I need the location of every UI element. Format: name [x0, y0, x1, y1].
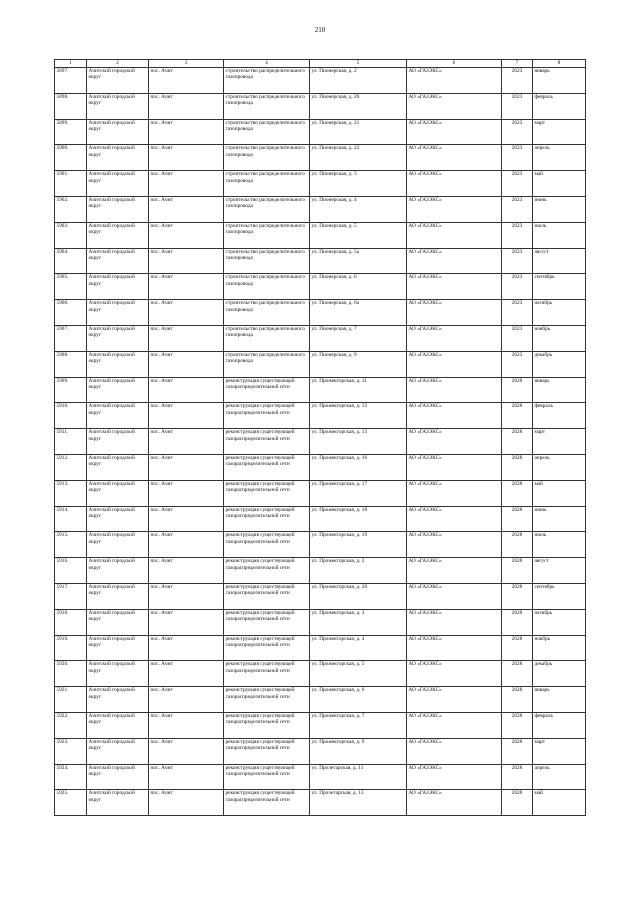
- year-cell: 2023: [502, 145, 533, 171]
- month-cell: июль: [533, 222, 586, 248]
- address-cell: ул. Прожекторская, д. 9: [310, 738, 407, 764]
- district-cell: Ачитский городской округ: [87, 480, 149, 506]
- table-row: [55, 532, 586, 558]
- organization-cell: АО «ГАЗЭКС»: [407, 687, 502, 713]
- year-cell: 2028: [502, 377, 533, 403]
- row-number-cell: 5919.: [55, 635, 87, 661]
- table-row: [55, 403, 586, 429]
- column-header: 2: [87, 60, 149, 68]
- address-cell: ул. Прожекторская, д. 13: [310, 429, 407, 455]
- address-cell: ул. Прожекторская, д. 2: [310, 558, 407, 584]
- address-cell: ул. Пионерская, д. 6: [310, 274, 407, 300]
- table-row: [55, 274, 586, 300]
- organization-cell: АО «ГАЗЭКС»: [407, 248, 502, 274]
- row-number-cell: 5903.: [55, 222, 87, 248]
- work-type-cell: строительство распределительного газопровода: [224, 68, 310, 94]
- row-number-cell: 5917.: [55, 583, 87, 609]
- address-cell: ул. Прожекторская, д. 6: [310, 687, 407, 713]
- district-cell: Ачитский городской округ: [87, 738, 149, 764]
- organization-cell: АО «ГАЗЭКС»: [407, 480, 502, 506]
- row-number-cell: 5905.: [55, 274, 87, 300]
- row-number-cell: 5897.: [55, 68, 87, 94]
- table-row: [55, 609, 586, 635]
- work-type-cell: строительство распределительного газопровода: [224, 119, 310, 145]
- row-number-cell: 5921.: [55, 687, 87, 713]
- settlement-cell: пос. Ачит: [149, 196, 224, 222]
- table-row: [55, 558, 586, 584]
- table-row: [55, 145, 586, 171]
- row-number-cell: 5902.: [55, 196, 87, 222]
- month-cell: октябрь: [533, 609, 586, 635]
- month-cell: февраль: [533, 93, 586, 119]
- settlement-cell: пос. Ачит: [149, 403, 224, 429]
- district-cell: Ачитский городской округ: [87, 274, 149, 300]
- month-cell: июль: [533, 532, 586, 558]
- page-number: 210: [314, 26, 326, 34]
- organization-cell: АО «ГАЗЭКС»: [407, 171, 502, 197]
- row-number-cell: 5907.: [55, 325, 87, 351]
- month-cell: январь: [533, 68, 586, 94]
- table-row: [55, 325, 586, 351]
- address-cell: ул. Пионерская, д. 5а: [310, 248, 407, 274]
- address-cell: ул. Прожекторская, д. 19: [310, 532, 407, 558]
- year-cell: 2023: [502, 196, 533, 222]
- table-row: [55, 248, 586, 274]
- month-cell: ноябрь: [533, 635, 586, 661]
- district-cell: Ачитский городской округ: [87, 119, 149, 145]
- work-type-cell: реконструкция существующей газораспределительной сети: [224, 558, 310, 584]
- column-header: 4: [224, 60, 310, 68]
- column-header: 7: [502, 60, 533, 68]
- month-cell: август: [533, 248, 586, 274]
- table-row: [55, 764, 586, 790]
- row-number-cell: 5922.: [55, 712, 87, 738]
- settlement-cell: пос. Ачит: [149, 609, 224, 635]
- work-type-cell: строительство распределительного газопровода: [224, 171, 310, 197]
- year-cell: 2023: [502, 68, 533, 94]
- year-cell: 2023: [502, 300, 533, 326]
- column-header: 5: [310, 60, 407, 68]
- year-cell: 2028: [502, 583, 533, 609]
- row-number-cell: 5899.: [55, 119, 87, 145]
- table-row: [55, 712, 586, 738]
- district-cell: Ачитский городской округ: [87, 145, 149, 171]
- organization-cell: АО «ГАЗЭКС»: [407, 506, 502, 532]
- year-cell: 2023: [502, 274, 533, 300]
- organization-cell: АО «ГАЗЭКС»: [407, 377, 502, 403]
- column-header: 1: [55, 60, 87, 68]
- work-type-cell: реконструкция существующей газораспределительной сети: [224, 790, 310, 816]
- work-type-cell: реконструкция существующей газораспределительной сети: [224, 764, 310, 790]
- settlement-cell: пос. Ачит: [149, 248, 224, 274]
- year-cell: 2028: [502, 661, 533, 687]
- month-cell: февраль: [533, 712, 586, 738]
- settlement-cell: пос. Ачит: [149, 687, 224, 713]
- work-type-cell: реконструкция существующей газораспределительной сети: [224, 532, 310, 558]
- district-cell: Ачитский городской округ: [87, 661, 149, 687]
- table-row: [55, 351, 586, 377]
- settlement-cell: пос. Ачит: [149, 558, 224, 584]
- organization-cell: АО «ГАЗЭКС»: [407, 609, 502, 635]
- settlement-cell: пос. Ачит: [149, 68, 224, 94]
- address-cell: ул. Пролетарская, д. 13: [310, 790, 407, 816]
- month-cell: январь: [533, 377, 586, 403]
- settlement-cell: пос. Ачит: [149, 790, 224, 816]
- table-row: [55, 222, 586, 248]
- table-row: [55, 635, 586, 661]
- settlement-cell: пос. Ачит: [149, 712, 224, 738]
- organization-cell: АО «ГАЗЭКС»: [407, 635, 502, 661]
- table-row: [55, 377, 586, 403]
- row-number-cell: 5916.: [55, 558, 87, 584]
- column-header: 8: [533, 60, 586, 68]
- table-row: [55, 506, 586, 532]
- work-type-cell: реконструкция существующей газораспределительной сети: [224, 609, 310, 635]
- settlement-cell: пос. Ачит: [149, 480, 224, 506]
- month-cell: декабрь: [533, 661, 586, 687]
- settlement-cell: пос. Ачит: [149, 532, 224, 558]
- settlement-cell: пос. Ачит: [149, 351, 224, 377]
- organization-cell: АО «ГАЗЭКС»: [407, 454, 502, 480]
- organization-cell: АО «ГАЗЭКС»: [407, 764, 502, 790]
- year-cell: 2023: [502, 119, 533, 145]
- address-cell: ул. Пионерская, д. 20: [310, 93, 407, 119]
- settlement-cell: пос. Ачит: [149, 506, 224, 532]
- gasification-schedule-table: [54, 59, 586, 816]
- district-cell: Ачитский городской округ: [87, 687, 149, 713]
- month-cell: январь: [533, 687, 586, 713]
- row-number-cell: 5914.: [55, 506, 87, 532]
- month-cell: апрель: [533, 454, 586, 480]
- year-cell: 2023: [502, 93, 533, 119]
- address-cell: ул. Пионерская, д. 7: [310, 325, 407, 351]
- work-type-cell: реконструкция существующей газораспределительной сети: [224, 429, 310, 455]
- table-row: [55, 738, 586, 764]
- organization-cell: АО «ГАЗЭКС»: [407, 429, 502, 455]
- organization-cell: АО «ГАЗЭКС»: [407, 325, 502, 351]
- row-number-cell: 5925.: [55, 790, 87, 816]
- district-cell: Ачитский городской округ: [87, 377, 149, 403]
- table-row: [55, 196, 586, 222]
- settlement-cell: пос. Ачит: [149, 171, 224, 197]
- row-number-cell: 5924.: [55, 764, 87, 790]
- year-cell: 2028: [502, 532, 533, 558]
- year-cell: 2023: [502, 325, 533, 351]
- address-cell: ул. Прожекторская, д. 5: [310, 661, 407, 687]
- row-number-cell: 5900.: [55, 145, 87, 171]
- organization-cell: АО «ГАЗЭКС»: [407, 145, 502, 171]
- column-number-header-row: [55, 60, 586, 68]
- settlement-cell: пос. Ачит: [149, 300, 224, 326]
- district-cell: Ачитский городской округ: [87, 532, 149, 558]
- district-cell: Ачитский городской округ: [87, 764, 149, 790]
- settlement-cell: пос. Ачит: [149, 274, 224, 300]
- year-cell: 2028: [502, 790, 533, 816]
- organization-cell: АО «ГАЗЭКС»: [407, 738, 502, 764]
- work-type-cell: реконструкция существующей газораспределительной сети: [224, 687, 310, 713]
- work-type-cell: реконструкция существующей газораспределительной сети: [224, 480, 310, 506]
- work-type-cell: строительство распределительного газопровода: [224, 274, 310, 300]
- organization-cell: АО «ГАЗЭКС»: [407, 68, 502, 94]
- month-cell: март: [533, 429, 586, 455]
- work-type-cell: строительство распределительного газопровода: [224, 222, 310, 248]
- settlement-cell: пос. Ачит: [149, 222, 224, 248]
- district-cell: Ачитский городской округ: [87, 429, 149, 455]
- address-cell: ул. Пионерская, д. 21: [310, 119, 407, 145]
- month-cell: сентябрь: [533, 583, 586, 609]
- organization-cell: АО «ГАЗЭКС»: [407, 300, 502, 326]
- row-number-cell: 5923.: [55, 738, 87, 764]
- district-cell: Ачитский городской округ: [87, 635, 149, 661]
- month-cell: сентябрь: [533, 274, 586, 300]
- district-cell: Ачитский городской округ: [87, 558, 149, 584]
- organization-cell: АО «ГАЗЭКС»: [407, 351, 502, 377]
- settlement-cell: пос. Ачит: [149, 738, 224, 764]
- month-cell: март: [533, 119, 586, 145]
- address-cell: ул. Пионерская, д. 4: [310, 196, 407, 222]
- table-row: [55, 454, 586, 480]
- district-cell: Ачитский городской округ: [87, 454, 149, 480]
- row-number-cell: 5906.: [55, 300, 87, 326]
- district-cell: Ачитский городской округ: [87, 609, 149, 635]
- year-cell: 2028: [502, 609, 533, 635]
- table-row: [55, 300, 586, 326]
- settlement-cell: пос. Ачит: [149, 119, 224, 145]
- work-type-cell: строительство распределительного газопровода: [224, 325, 310, 351]
- district-cell: Ачитский городской округ: [87, 712, 149, 738]
- work-type-cell: реконструкция существующей газораспределительной сети: [224, 583, 310, 609]
- address-cell: ул. Прожекторская, д. 17: [310, 480, 407, 506]
- row-number-cell: 5911.: [55, 429, 87, 455]
- work-type-cell: строительство распределительного газопровода: [224, 196, 310, 222]
- column-header: 3: [149, 60, 224, 68]
- table-body: [55, 68, 586, 816]
- year-cell: 2028: [502, 738, 533, 764]
- work-type-cell: строительство распределительного газопровода: [224, 93, 310, 119]
- organization-cell: АО «ГАЗЭКС»: [407, 403, 502, 429]
- month-cell: декабрь: [533, 351, 586, 377]
- district-cell: Ачитский городской округ: [87, 325, 149, 351]
- organization-cell: АО «ГАЗЭКС»: [407, 583, 502, 609]
- month-cell: март: [533, 738, 586, 764]
- month-cell: июнь: [533, 506, 586, 532]
- year-cell: 2023: [502, 171, 533, 197]
- work-type-cell: реконструкция существующей газораспределительной сети: [224, 635, 310, 661]
- address-cell: ул. Пионерская, д. 2: [310, 68, 407, 94]
- address-cell: ул. Пионерская, д. 22: [310, 145, 407, 171]
- row-number-cell: 5912.: [55, 454, 87, 480]
- row-number-cell: 5909.: [55, 377, 87, 403]
- table-row: [55, 480, 586, 506]
- month-cell: июнь: [533, 196, 586, 222]
- address-cell: ул. Прожекторская, д. 18: [310, 506, 407, 532]
- year-cell: 2028: [502, 764, 533, 790]
- district-cell: Ачитский городской округ: [87, 196, 149, 222]
- district-cell: Ачитский городской округ: [87, 300, 149, 326]
- month-cell: ноябрь: [533, 325, 586, 351]
- month-cell: апрель: [533, 145, 586, 171]
- row-number-cell: 5910.: [55, 403, 87, 429]
- work-type-cell: строительство распределительного газопровода: [224, 145, 310, 171]
- work-type-cell: реконструкция существующей газораспределительной сети: [224, 454, 310, 480]
- month-cell: май: [533, 171, 586, 197]
- work-type-cell: реконструкция существующей газораспределительной сети: [224, 712, 310, 738]
- table-row: [55, 68, 586, 94]
- district-cell: Ачитский городской округ: [87, 93, 149, 119]
- work-type-cell: строительство распределительного газопровода: [224, 351, 310, 377]
- year-cell: 2023: [502, 351, 533, 377]
- month-cell: май: [533, 480, 586, 506]
- district-cell: Ачитский городской округ: [87, 222, 149, 248]
- district-cell: Ачитский городской округ: [87, 351, 149, 377]
- year-cell: 2028: [502, 558, 533, 584]
- row-number-cell: 5915.: [55, 532, 87, 558]
- organization-cell: АО «ГАЗЭКС»: [407, 119, 502, 145]
- settlement-cell: пос. Ачит: [149, 145, 224, 171]
- address-cell: ул. Прожекторская, д. 4: [310, 635, 407, 661]
- table-row: [55, 790, 586, 816]
- address-cell: ул. Прожекторская, д. 3: [310, 609, 407, 635]
- row-number-cell: 5901.: [55, 171, 87, 197]
- address-cell: ул. Прожекторская, д. 16: [310, 454, 407, 480]
- address-cell: ул. Прожекторская, д. 7: [310, 712, 407, 738]
- year-cell: 2028: [502, 454, 533, 480]
- row-number-cell: 5918.: [55, 609, 87, 635]
- district-cell: Ачитский городской округ: [87, 583, 149, 609]
- settlement-cell: пос. Ачит: [149, 93, 224, 119]
- year-cell: 2028: [502, 687, 533, 713]
- row-number-cell: 5913.: [55, 480, 87, 506]
- table-row: [55, 429, 586, 455]
- month-cell: апрель: [533, 764, 586, 790]
- work-type-cell: реконструкция существующей газораспределительной сети: [224, 377, 310, 403]
- settlement-cell: пос. Ачит: [149, 454, 224, 480]
- organization-cell: АО «ГАЗЭКС»: [407, 274, 502, 300]
- month-cell: август: [533, 558, 586, 584]
- year-cell: 2028: [502, 429, 533, 455]
- address-cell: ул. Пионерская, д. 9: [310, 351, 407, 377]
- table-row: [55, 93, 586, 119]
- address-cell: ул. Пионерская, д. 6а: [310, 300, 407, 326]
- settlement-cell: пос. Ачит: [149, 377, 224, 403]
- work-type-cell: реконструкция существующей газораспределительной сети: [224, 403, 310, 429]
- settlement-cell: пос. Ачит: [149, 635, 224, 661]
- organization-cell: АО «ГАЗЭКС»: [407, 532, 502, 558]
- work-type-cell: реконструкция существующей газораспределительной сети: [224, 738, 310, 764]
- table-row: [55, 661, 586, 687]
- table-row: [55, 171, 586, 197]
- address-cell: ул. Прожекторская, д. 12: [310, 403, 407, 429]
- address-cell: ул. Пролетарская, д. 11: [310, 764, 407, 790]
- organization-cell: АО «ГАЗЭКС»: [407, 790, 502, 816]
- work-type-cell: реконструкция существующей газораспределительной сети: [224, 661, 310, 687]
- settlement-cell: пос. Ачит: [149, 325, 224, 351]
- year-cell: 2028: [502, 480, 533, 506]
- row-number-cell: 5908.: [55, 351, 87, 377]
- column-header: 6: [407, 60, 502, 68]
- row-number-cell: 5904.: [55, 248, 87, 274]
- year-cell: 2028: [502, 506, 533, 532]
- address-cell: ул. Пионерская, д. 3: [310, 171, 407, 197]
- organization-cell: АО «ГАЗЭКС»: [407, 222, 502, 248]
- year-cell: 2023: [502, 222, 533, 248]
- address-cell: ул. Пионерская, д. 5: [310, 222, 407, 248]
- district-cell: Ачитский городской округ: [87, 68, 149, 94]
- settlement-cell: пос. Ачит: [149, 661, 224, 687]
- row-number-cell: 5898.: [55, 93, 87, 119]
- settlement-cell: пос. Ачит: [149, 764, 224, 790]
- district-cell: Ачитский городской округ: [87, 171, 149, 197]
- district-cell: Ачитский городской округ: [87, 403, 149, 429]
- settlement-cell: пос. Ачит: [149, 583, 224, 609]
- row-number-cell: 5920.: [55, 661, 87, 687]
- organization-cell: АО «ГАЗЭКС»: [407, 661, 502, 687]
- work-type-cell: строительство распределительного газопровода: [224, 248, 310, 274]
- year-cell: 2028: [502, 403, 533, 429]
- month-cell: октябрь: [533, 300, 586, 326]
- organization-cell: АО «ГАЗЭКС»: [407, 712, 502, 738]
- work-type-cell: строительство распределительного газопровода: [224, 300, 310, 326]
- month-cell: февраль: [533, 403, 586, 429]
- year-cell: 2028: [502, 635, 533, 661]
- table-row: [55, 119, 586, 145]
- organization-cell: АО «ГАЗЭКС»: [407, 558, 502, 584]
- month-cell: май: [533, 790, 586, 816]
- district-cell: Ачитский городской округ: [87, 248, 149, 274]
- organization-cell: АО «ГАЗЭКС»: [407, 93, 502, 119]
- district-cell: Ачитский городской округ: [87, 506, 149, 532]
- year-cell: 2028: [502, 712, 533, 738]
- work-type-cell: реконструкция существующей газораспределительной сети: [224, 506, 310, 532]
- address-cell: ул. Прожекторская, д. 11: [310, 377, 407, 403]
- district-cell: Ачитский городской округ: [87, 790, 149, 816]
- organization-cell: АО «ГАЗЭКС»: [407, 196, 502, 222]
- table-row: [55, 583, 586, 609]
- year-cell: 2023: [502, 248, 533, 274]
- address-cell: ул. Прожекторская, д. 20: [310, 583, 407, 609]
- settlement-cell: пос. Ачит: [149, 429, 224, 455]
- table-row: [55, 687, 586, 713]
